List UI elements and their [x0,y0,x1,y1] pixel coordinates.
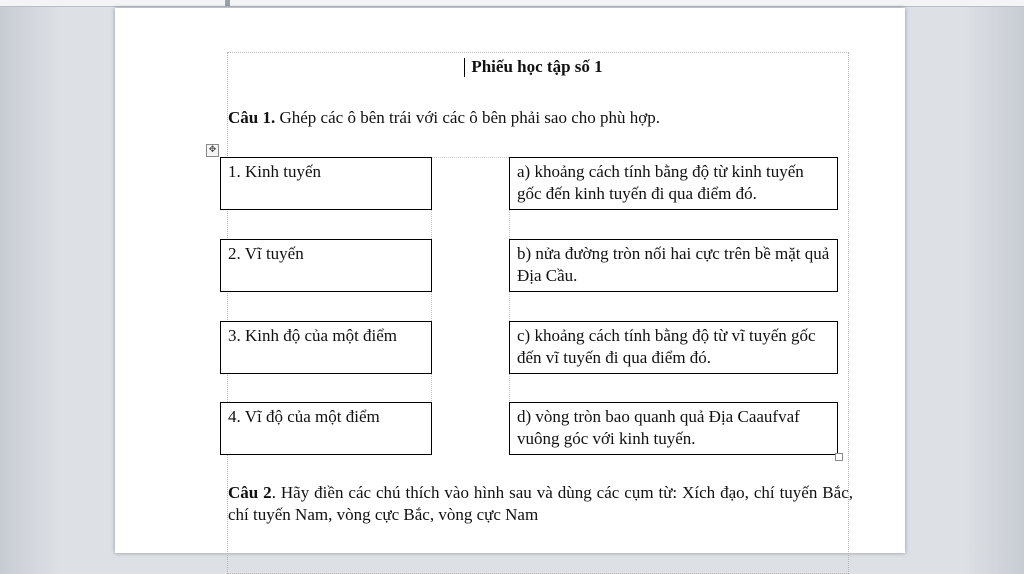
right-cell-b[interactable]: b) nửa đường tròn nối hai cực trên bề mặt quả Địa Cầu. [509,239,838,292]
question-1-text: Ghép các ô bên trái với các ô bên phải sao cho phù hợp. [275,108,661,127]
table-resize-handle[interactable] [835,453,843,461]
left-cell-3[interactable]: 3. Kinh độ của một điểm [220,321,432,374]
horizontal-ruler[interactable] [0,0,1024,7]
ruler-indent-marker[interactable] [225,0,230,6]
left-cell-2[interactable]: 2. Vĩ tuyến [220,239,432,292]
question-1-label: Câu 1. [228,108,276,127]
question-2-label: Câu 2 [228,483,272,502]
right-cell-d[interactable]: d) vòng tròn bao quanh quả Địa Caaufvaf vuông góc với kinh tuyến. [509,402,838,455]
document-page[interactable] [115,8,905,553]
left-cell-4[interactable]: 4. Vĩ độ của một điểm [220,402,432,455]
worksheet-title: Phiếu học tập số 1 [471,57,603,76]
right-cell-a[interactable]: a) khoảng cách tính bằng độ từ kinh tuyến gốc đến kinh tuyến đi qua điểm đó. [509,157,838,210]
left-cell-1[interactable]: 1. Kinh tuyến [220,157,432,210]
question-2 [228,482,853,526]
move-icon[interactable]: ✥ [206,144,219,157]
text-cursor [464,58,465,77]
table-gridline [432,157,509,158]
right-cell-c[interactable]: c) khoảng cách tính bằng độ từ vĩ tuyến gốc đến vĩ tuyến đi qua điểm đó. [509,321,838,374]
question-2-text: . Hãy điền các chú thích vào hình sau và dùng các cụm từ: Xích đạo, chí tuyến Bắc, chí tuyến Nam, vòng cực Bắc, vòng cực Nam [228,483,853,524]
question-1 [228,107,848,129]
